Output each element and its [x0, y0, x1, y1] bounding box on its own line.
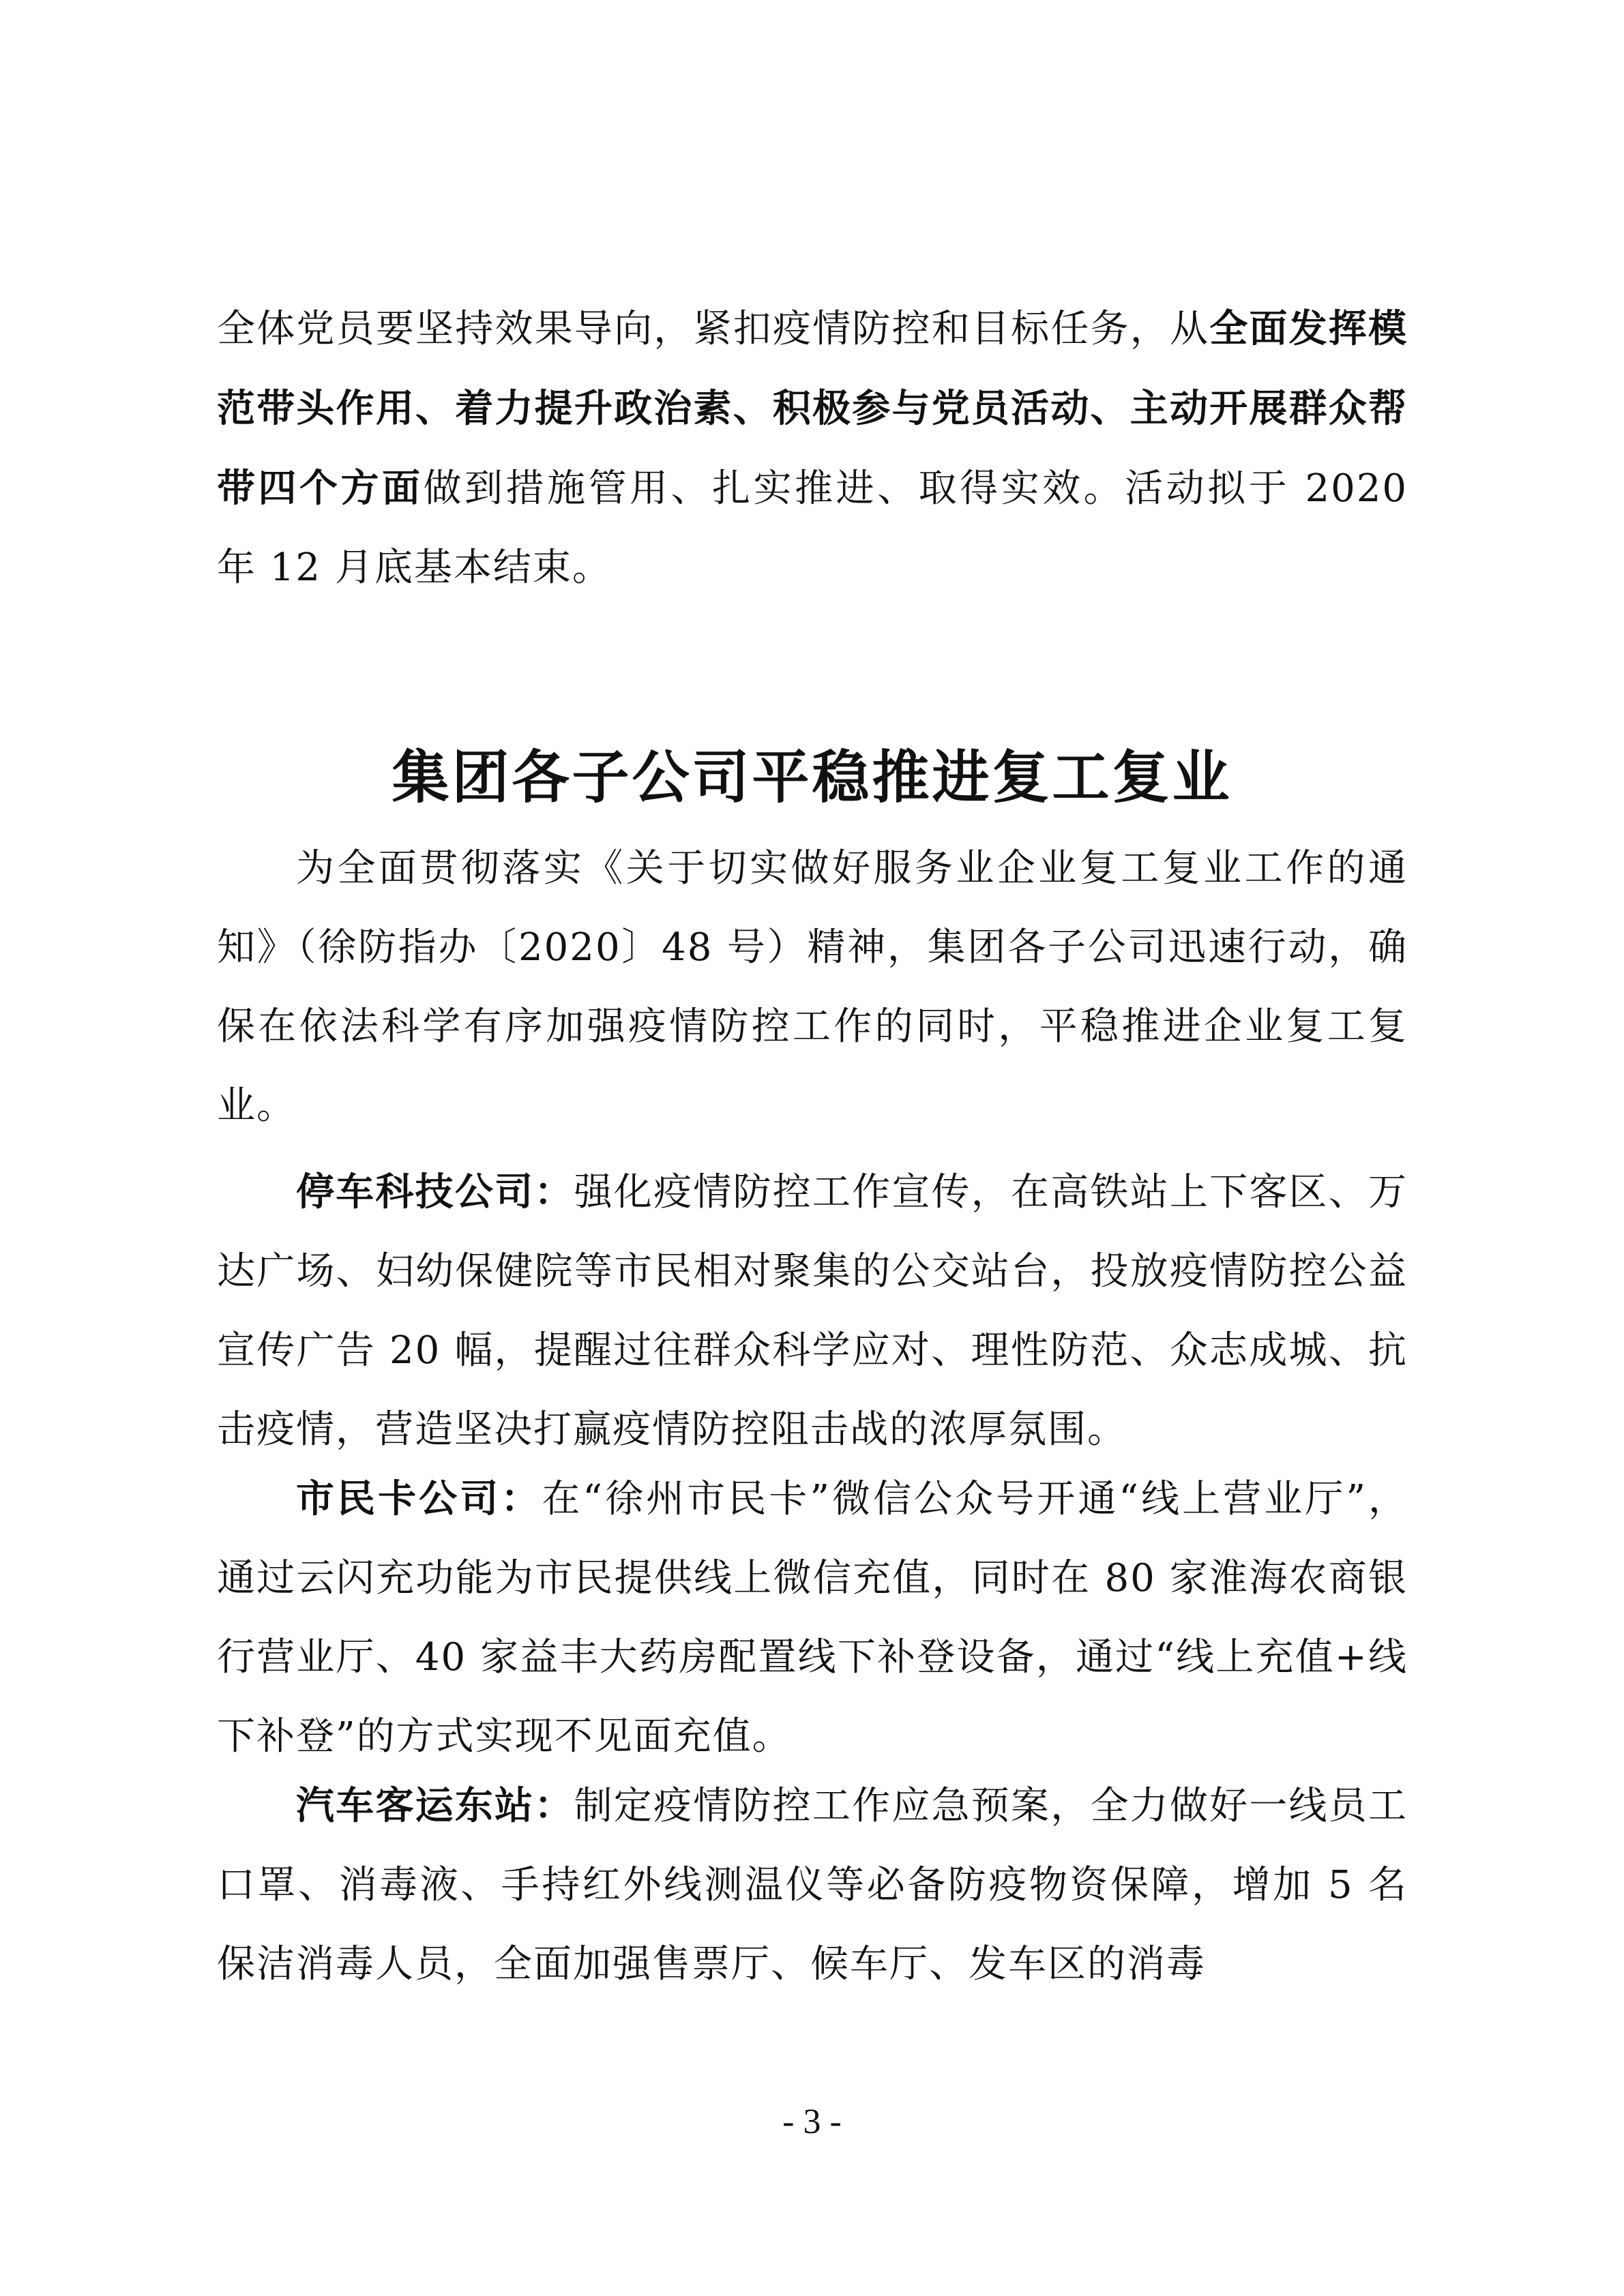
paragraph-intro: 为全面贯彻落实《关于切实做好服务业企业复工复业工作的通知》（徐防指办〔2020〕48 号）精神，集团各子公司迅速行动，确保在依法科学有序加强疫情防控工作的同时，平稳推进企业复工复业。: [217, 846, 1408, 1128]
company-text: 强化疫情防控工作宣传，在高铁站上下客区、万达广场、妇幼保健院等市民相对聚集的公交站台，投放疫情防控公益宣传广告 20 幅，提醒过往群众科学应对、理性防范、众志成城、抗击疫情，营造坚决打赢疫情防控阻击战的浓厚氛围。: [217, 1170, 1408, 1452]
paragraph-east-bus-station: [217, 1766, 1408, 2004]
page-number: - 3 -: [782, 2102, 842, 2141]
paragraph-citizen-card: [217, 1459, 1408, 1776]
paragraph-party-members: [217, 289, 1408, 608]
company-text: 在“徐州市民卡”微信公众号开通“线上营业厅”，通过云闪充功能为市民提供线上微信充值，同时在 80 家淮海农商银行营业厅、40 家益丰大药房配置线下补登设备，通过“线上充值+线下补登”的方式实现不见面充值。: [217, 1477, 1408, 1759]
paragraph-parking-tech: [217, 1152, 1408, 1470]
paragraph-tail-text: 做到措施管用、扎实推进、取得实效。活动拟于 2020 年 12 月底基本结束。: [217, 466, 1408, 590]
section-title: 集团各子公司平稳推进复工复业: [392, 743, 1232, 811]
paragraph-lead-text: 全体党员要坚持效果导向，紧扣疫情防控和目标任务，从: [217, 307, 1210, 351]
paragraph-bold-text: 全面发挥模范带头作用、着力提升政治素、积极参与党员活动、主动开展群众帮带四个方面: [217, 306, 1408, 511]
company-text: 制定疫情防控工作应急预案，全力做好一线员工口罩、消毒液、手持红外线测温仪等必备防疫物资保障，增加 5 名保洁消毒人员，全面加强售票厅、候车厅、发车区的消毒: [217, 1784, 1408, 1986]
company-label: 市民卡公司：: [296, 1476, 542, 1521]
company-label: 汽车客运东站：: [296, 1783, 574, 1828]
company-label: 停车科技公司：: [296, 1169, 574, 1214]
